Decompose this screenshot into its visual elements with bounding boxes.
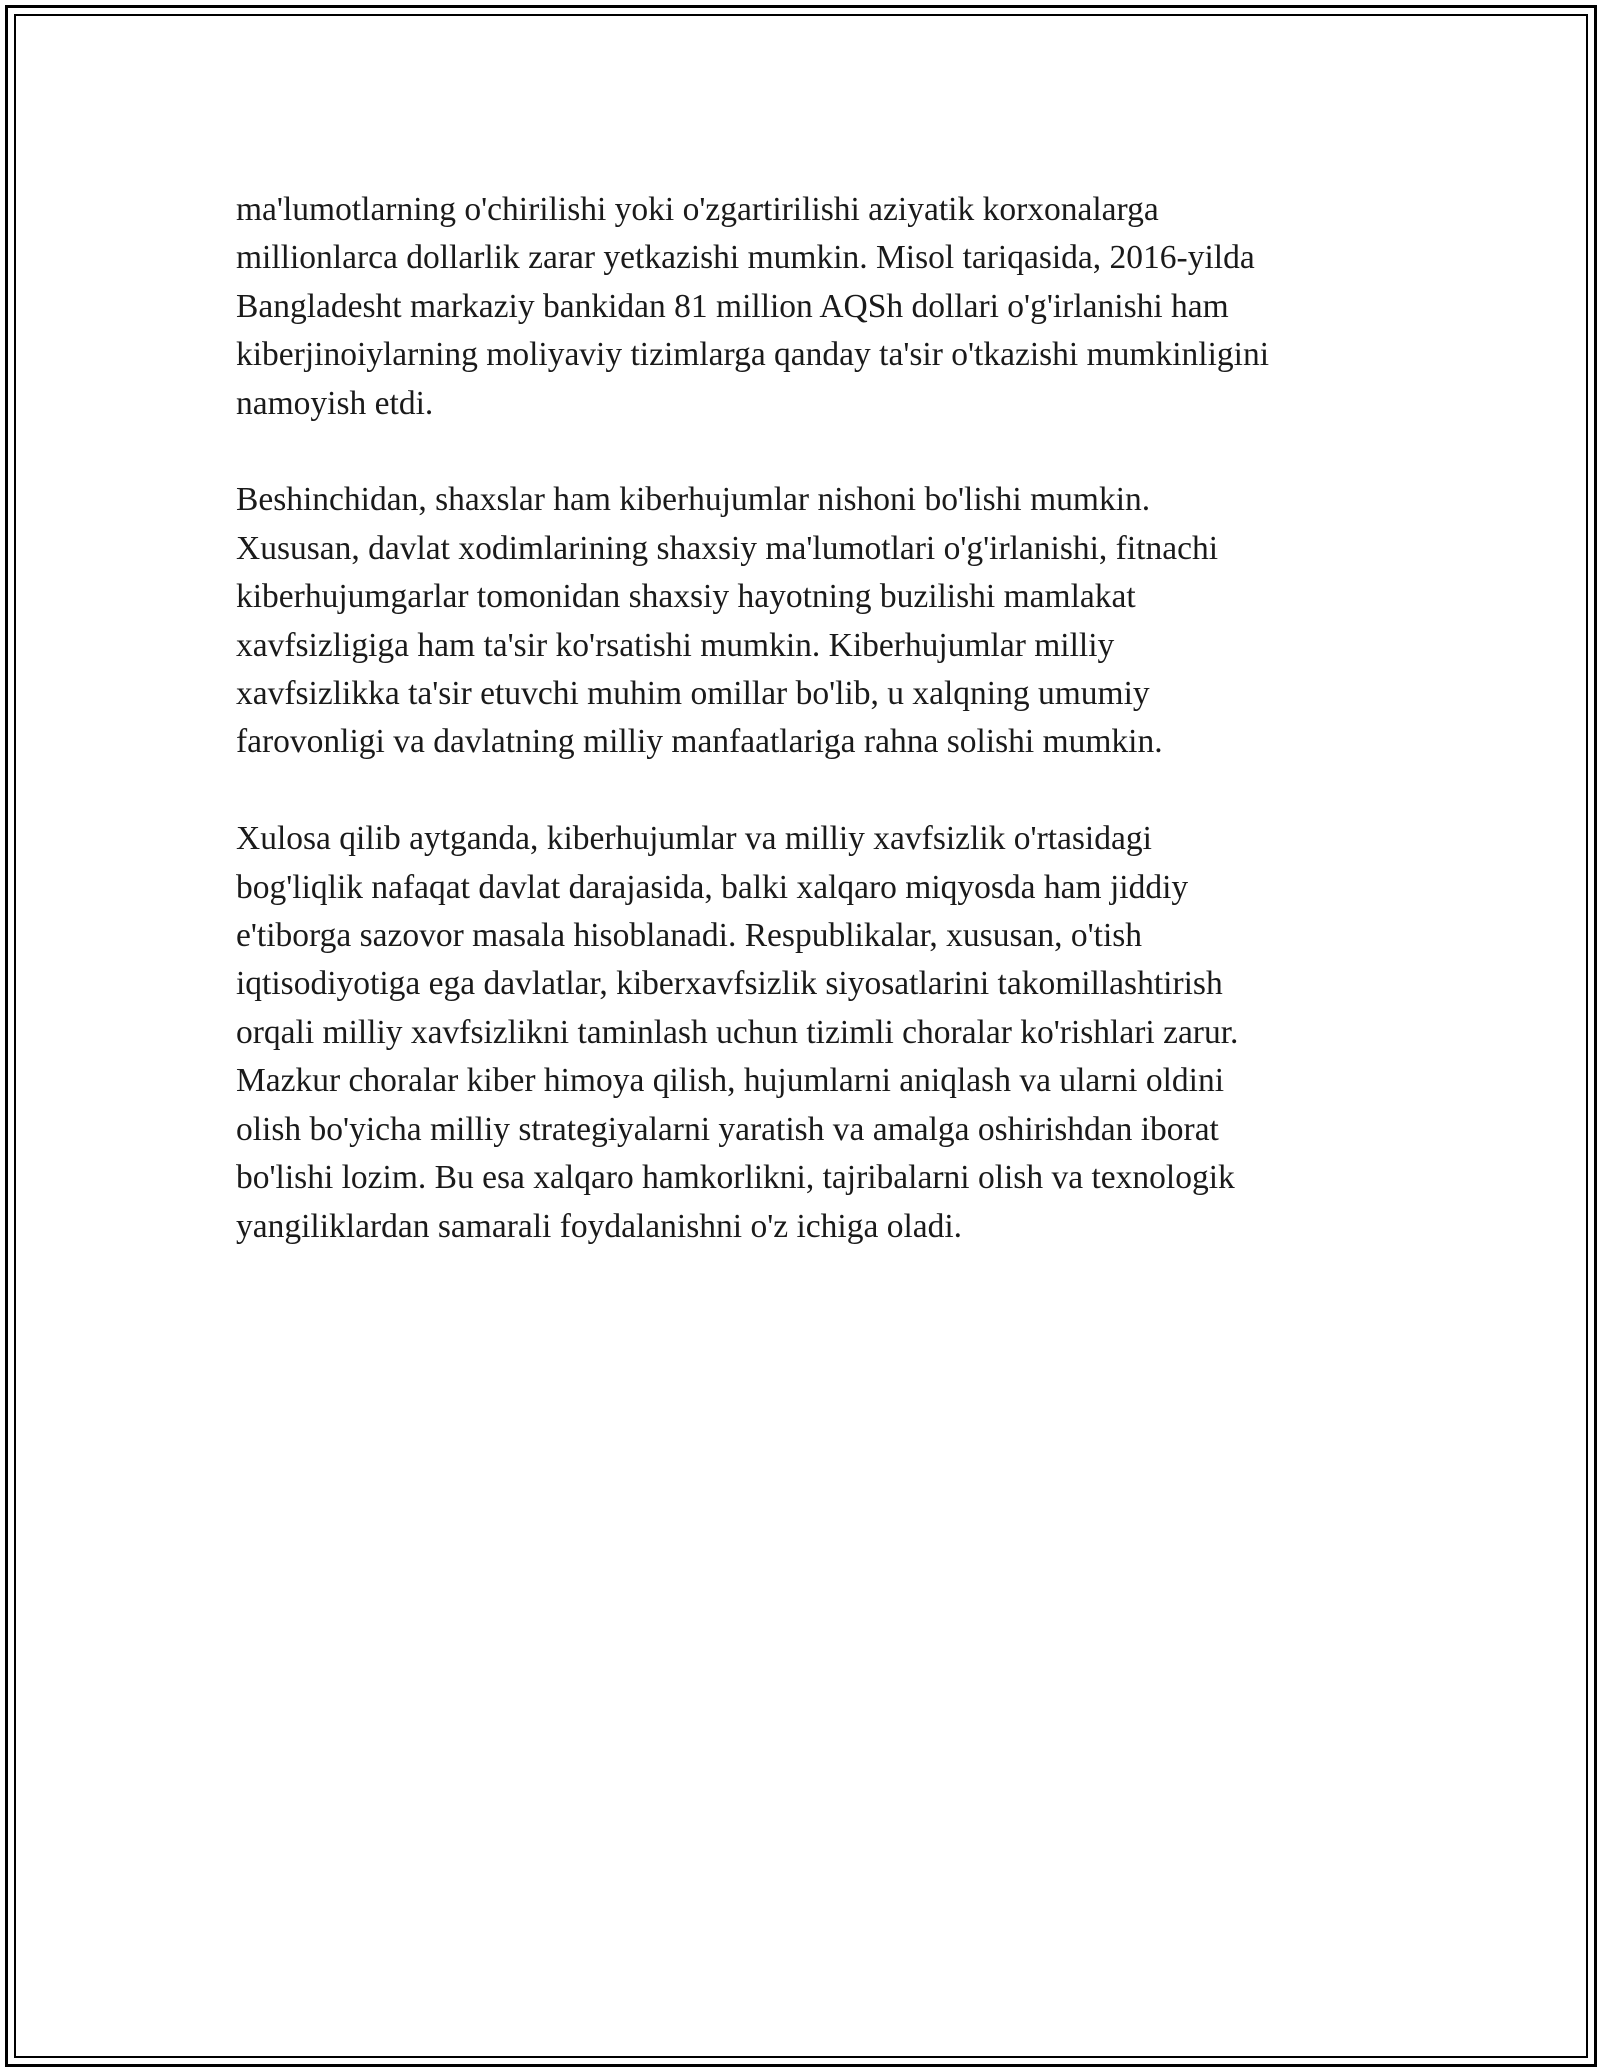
document-body xyxy=(236,186,1396,1299)
text-line: xavfsizligiga ham ta'sir ko'rsatishi mumkin. Kiberhujumlar milliy xyxy=(236,626,1115,664)
text-line: bog'liqlik nafaqat davlat darajasida, balki xalqaro miqyosda ham jiddiy xyxy=(236,868,1189,906)
text-line: ma'lumotlarning o'chirilishi yoki o'zgartirilishi aziyatik korxonalarga xyxy=(236,191,1159,228)
text-line: kiberjinoiylarning moliyaviy tizimlarga qanday ta'sir o'tkazishi mumkinligini xyxy=(236,336,1270,374)
paragraph-2 xyxy=(236,476,1396,766)
text-line: Beshinchidan, shaxslar ham kiberhujumlar nishoni bo'lishi mumkin. xyxy=(236,481,1151,519)
text-line: iqtisodiyotiga ega davlatlar, kiberxavfsizlik siyosatlarini takomillashtirish xyxy=(236,965,1223,1003)
text-line: bo'lishi lozim. Bu esa xalqaro hamkorlikni, tajribalarni olish va texnologik xyxy=(236,1159,1235,1197)
text-line: olish bo'yicha milliy strategiyalarni yaratish va amalga oshirishdan iborat xyxy=(236,1110,1219,1148)
paragraph-3 xyxy=(236,815,1396,1251)
text-line: farovonligi va davlatning milliy manfaatlariga rahna solishi mumkin. xyxy=(236,723,1163,761)
text-line: Xulosa qilib aytganda, kiberhujumlar va milliy xavfsizlik o'rtasidagi xyxy=(236,820,1152,858)
paragraph-1 xyxy=(236,186,1396,428)
text-line: e'tiborga sazovor masala hisoblanadi. Respublikalar, xususan, o'tish xyxy=(236,917,1143,955)
text-line: Bangladesht markaziy bankidan 81 million AQSh dollari o'g'irlanishi ham xyxy=(236,287,1229,325)
text-line: Mazkur choralar kiber himoya qilish, hujumlarni aniqlash va ularni oldini xyxy=(236,1062,1225,1100)
text-line: yangiliklardan samarali foydalanishni o'z ichiga oladi. xyxy=(236,1207,963,1245)
text-line: Xususan, davlat xodimlarining shaxsiy ma'lumotlari o'g'irlanishi, fitnachi xyxy=(236,529,1219,567)
text-line: namoyish etdi. xyxy=(236,384,434,422)
text-line: millionlarca dollarlik zarar yetkazishi mumkin. Misol tariqasida, 2016-yilda xyxy=(236,239,1255,277)
text-line: xavfsizlikka ta'sir etuvchi muhim omillar bo'lib, u xalqning umumiy xyxy=(236,675,1150,713)
text-line: kiberhujumgarlar tomonidan shaxsiy hayotning buzilishi mamlakat xyxy=(236,578,1136,616)
text-line: orqali milliy xavfsizlikni taminlash uchun tizimli choralar ko'rishlari zarur. xyxy=(236,1013,1239,1051)
